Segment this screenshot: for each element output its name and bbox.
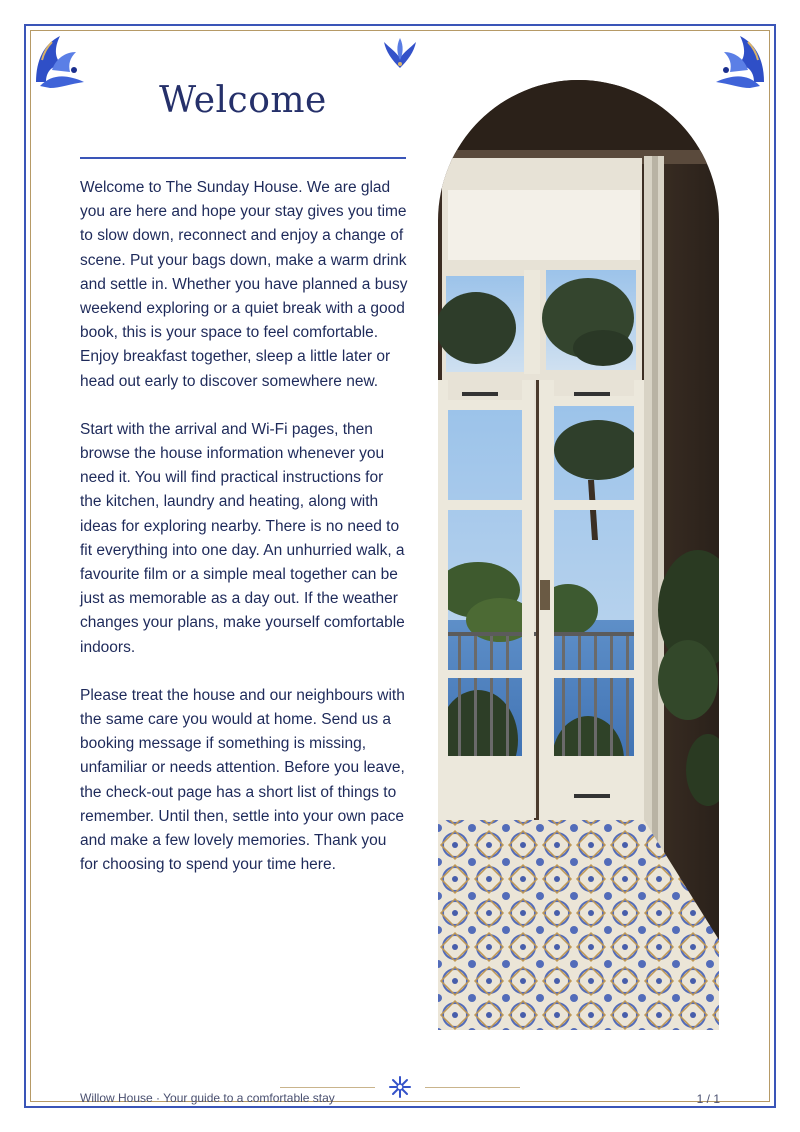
page-title: Welcome	[159, 80, 327, 121]
footer-rule-right	[425, 1087, 520, 1088]
tile-flourish-icon	[710, 30, 770, 92]
tile-fan-icon	[382, 36, 418, 70]
paragraph-guide: Start with the arrival and Wi-Fi pages, then browse the house information whenever you need it. You will find practical instructions for the kitchen, laundry and heating, along with ideas for exploring nearby. There is no need to fit everything into one day. An unhurried walk, a favourite film or a simple meal together can be just as memorable as a day out. If the weather changes your plans, make yourself comfortable indoors.	[80, 420, 405, 656]
footer-rule-left	[280, 1087, 375, 1088]
title-divider	[80, 157, 406, 159]
snowflake-ornament-icon	[388, 1075, 412, 1099]
welcome-body	[80, 176, 408, 901]
page-number: 1 / 1	[696, 1092, 720, 1106]
arched-doorway-photo	[438, 80, 719, 1030]
paragraph-intro: Welcome to The Sunday House. We are glad you are here and hope your stay gives you time to slow down, reconnect and enjoy a change of scene. Put your bags down, make a warm drink and settle in. Whether you have planned a busy weekend exploring or a quiet break with a good book, this is your space to feel comfortable. Enjoy breakfast together, sleep a little later or head out early to discover somewhere new.	[80, 179, 408, 390]
paragraph-care: Please treat the house and our neighbours with the same care you would at home. Send us a booking message if something is missing, unfamiliar or needs attention. Before you leave, the check-out page has a short list of things to remember. Until then, settle into your own pace and make a few lovely memories. Thank you for choosing to spend your time here.	[80, 686, 405, 874]
footer-caption: Willow House · Your guide to a comfortable stay	[80, 1091, 335, 1105]
